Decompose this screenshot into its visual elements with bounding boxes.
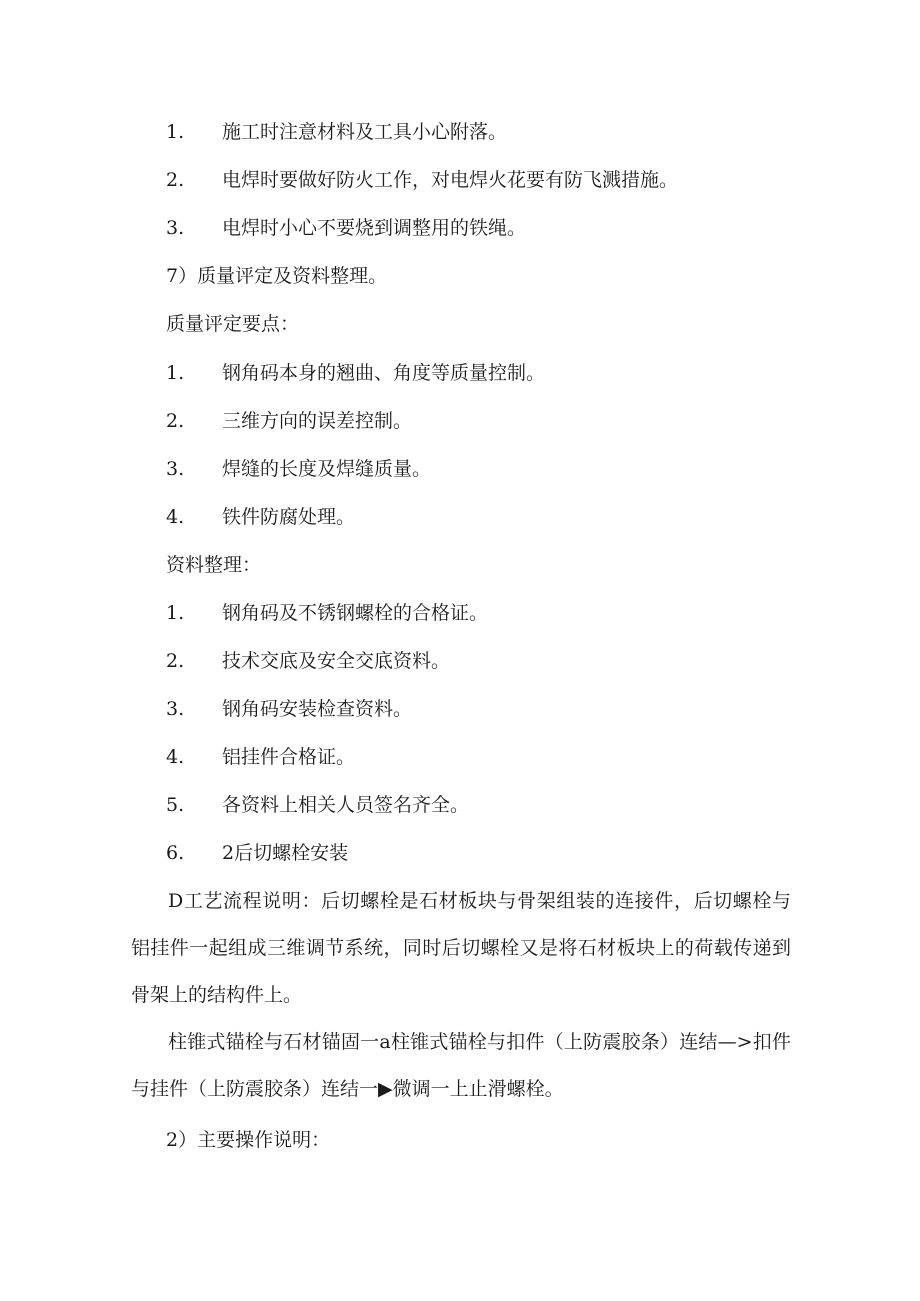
list-text: 三维方向的误差控制。: [222, 410, 413, 432]
paragraph-process-description: D工艺流程说明：后切螺栓是石材板块与骨架组装的连接件，后切螺栓与铝挂件一起组成三维调节系统，同时后切螺栓又是将石材板块上的荷载传递到骨架上的结构件上。: [131, 890, 791, 1006]
list-text: 钢角码安装检查资料。: [222, 698, 413, 720]
list-number: 1.: [166, 121, 185, 143]
list-text: 各资料上相关人员签名齐全。: [222, 794, 470, 816]
list-number: 2.: [166, 410, 185, 432]
list-text: 施工时注意材料及工具小心附落。: [222, 121, 508, 143]
list-number: 6.: [166, 842, 185, 864]
list-text: 焊缝的长度及焊缝质量。: [222, 458, 432, 480]
list-number: 1.: [166, 362, 185, 384]
list-text: 技术交底及安全交底资料。: [222, 650, 451, 672]
subheading-quality-points: 质量评定要点：: [166, 313, 300, 335]
list-text: 铝挂件合格证。: [222, 746, 356, 768]
list-text: 电焊时要做好防火工作，对电焊火花要有防飞溅措施。: [222, 169, 679, 191]
section-heading-operations: 2）主要操作说明：: [166, 1129, 331, 1151]
list-number: 4.: [166, 506, 185, 528]
list-text: 铁件防腐处理。: [222, 506, 356, 528]
list-number: 3.: [166, 458, 185, 480]
list-number: 4.: [166, 746, 185, 768]
list-number: 2.: [166, 169, 185, 191]
list-number: 5.: [166, 794, 185, 816]
paragraph-process-flow: 柱锥式锚栓与石材锚固一a柱锥式锚栓与扣件（上防震胶条）连结—>扣件与挂件（上防震胶条）连结一▶微调一上止滑螺栓。: [131, 1031, 791, 1100]
list-number: 1.: [166, 602, 185, 624]
list-number: 3.: [166, 217, 185, 239]
list-number: 2.: [166, 650, 185, 672]
list-text: 2后切螺栓安装: [222, 842, 349, 864]
subheading-document-arrangement: 资料整理：: [166, 554, 262, 576]
list-text: 电焊时小心不要烧到调整用的铁绳。: [222, 217, 527, 239]
list-text: 钢角码及不锈钢螺栓的合格证。: [222, 602, 489, 624]
list-number: 3.: [166, 698, 185, 720]
section-heading-quality: 7）质量评定及资料整理。: [166, 265, 388, 287]
list-text: 钢角码本身的翘曲、角度等质量控制。: [222, 362, 546, 384]
